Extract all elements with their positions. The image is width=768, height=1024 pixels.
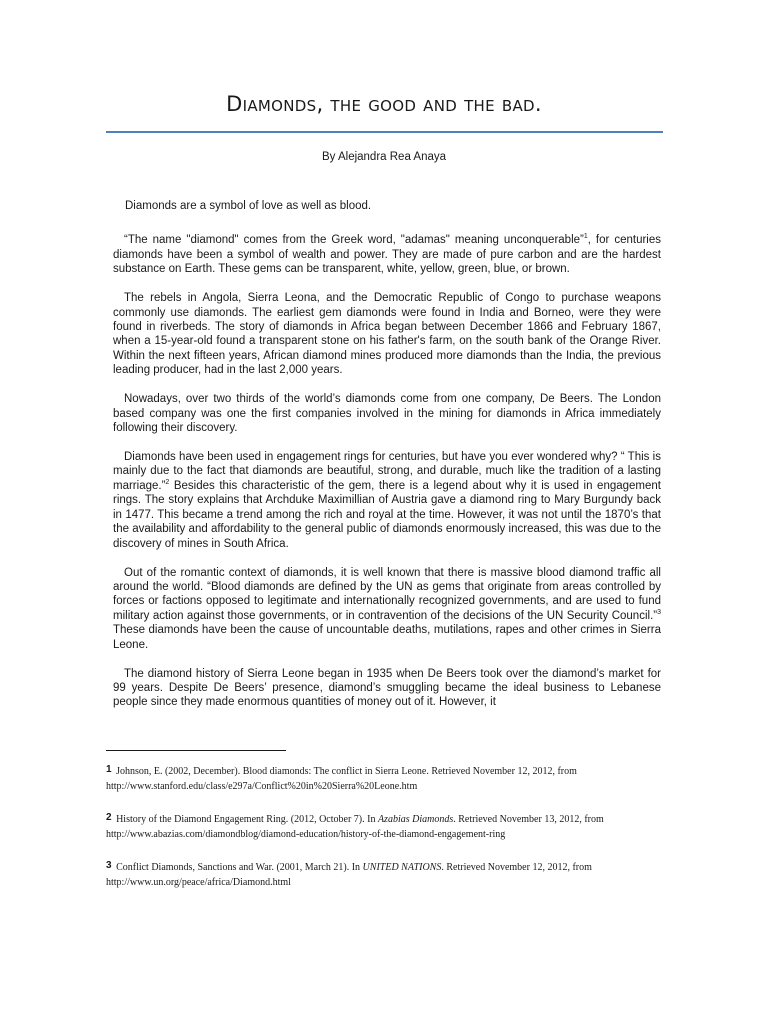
footnote-number: 1 bbox=[106, 764, 112, 775]
footnote-1 bbox=[106, 762, 662, 794]
paragraph-4: Nowadays, over two thirds of the world’s diamonds come from one company, De Beers. The London based company was one the first companies involved in the mining for diamonds in Africa immediately following their discovery. bbox=[113, 393, 661, 435]
paragraph-3: The rebels in Angola, Sierra Leona, and the Democratic Republic of Congo to purchase weapons commonly use diamonds. The earliest gem diamonds were found in India and Borneo, were they were found in riverbeds. The story of diamonds in Africa began between December 1866 and February 1867, when a 15-year-old found a transparent stone on his father's farm, on the south bank of the Orange River. Within the next fifteen years, African diamond mines produced more diamonds than the India, the previous leading producer, had in the last 2,000 years. bbox=[113, 292, 661, 377]
footnote-text-tail: . Retrieved November 12, 2012, from http://www.un.org/peace/africa/Diamond.html bbox=[106, 862, 592, 888]
footnote-ref-2[interactable]: 2 bbox=[165, 479, 170, 487]
paragraph-5: Diamonds have been used in engagement rings for centuries, but have you ever wondered why? “ This is mainly due to the fact that diamonds are beautiful, strong, and durable, much like the tradition of a lasting marriage.”$^2$ Besides this characteristic of the gem, there is a legend about why it is used in engagement rings. The story explains that Archduke Maximillian of Austria gave a diamond ring to Mary Burgundy back in 1477. This became a trend among the rich and royal at the time. However, it was not until the 1870’s that the availability and affordability to the general public of diamonds enormously increased, this was due to the discovery of mines in South Africa. bbox=[113, 451, 661, 550]
footnote-text: History of the Diamond Engagement Ring. (2012, October 7). In bbox=[116, 814, 378, 825]
footnote-source-title: UNITED NATIONS bbox=[362, 862, 442, 873]
footnote-number: 3 bbox=[106, 860, 112, 871]
footnote-divider bbox=[106, 750, 286, 751]
title-divider bbox=[106, 131, 663, 133]
article-body bbox=[113, 199, 661, 724]
paragraph-7: The diamond history of Sierra Leone began in 1935 when De Beers took over the diamond’s market for 99 years. Despite De Beers’ presence, diamond’s smuggling became the ideal business to Lebanese people since they made enormous quantities of money out of it. However, it bbox=[113, 667, 661, 709]
footnote-2 bbox=[106, 810, 662, 842]
footnote-number: 2 bbox=[106, 812, 112, 823]
paragraph-6: Out of the romantic context of diamonds, it is well known that there is massive blood diamond traffic all around the world. “Blood diamonds are defined by the UN as gems that originate from areas controlled by forces or factions opposed to legitimate and internationally recognized governments, and are used to fund military action against those governments, or in contravention of the decisions of the UN Security Council.”$^3$ These diamonds have been the cause of uncountable deaths, mutilations, rapes and other crimes in Sierra Leone. bbox=[113, 566, 661, 651]
footnote-3 bbox=[106, 858, 662, 890]
footnote-ref-1[interactable]: 1 bbox=[583, 233, 588, 241]
paragraph-1: Diamonds are a symbol of love as well as blood. bbox=[125, 200, 372, 212]
footnote-ref-3[interactable]: 3 bbox=[657, 608, 661, 616]
footnote-source-title: Azabias Diamonds bbox=[377, 814, 454, 825]
footnote-text: Johnson, E. (2002, December). Blood diamonds: The conflict in Sierra Leone. Retrieved November 12, 2012, from http://www.stanford.edu/class/e297a/Conflict%20in%20Sierra%20Leone.htm bbox=[106, 766, 577, 792]
footnote-text-tail: . Retrieved November 13, 2012, from http://www.abazias.com/diamondblog/diamond-education/history-of-the-diamond-engagement-ring bbox=[106, 814, 604, 840]
paragraph-2: “The name "diamond" comes from the Greek word, "adamas" meaning unconquerable”$^1$, for centuries diamonds have been a symbol of wealth and power. They are made of pure carbon and are the hardest substance on Earth. These gems can be transparent, white, yellow, green, blue, or brown. bbox=[113, 233, 661, 276]
page-title: Diamonds, the good and the bad. bbox=[226, 92, 542, 116]
author-byline: By Alejandra Rea Anaya bbox=[321, 151, 447, 163]
footnote-text: Conflict Diamonds, Sanctions and War. (2001, March 21). In bbox=[116, 862, 363, 873]
footnotes-section bbox=[106, 762, 662, 906]
